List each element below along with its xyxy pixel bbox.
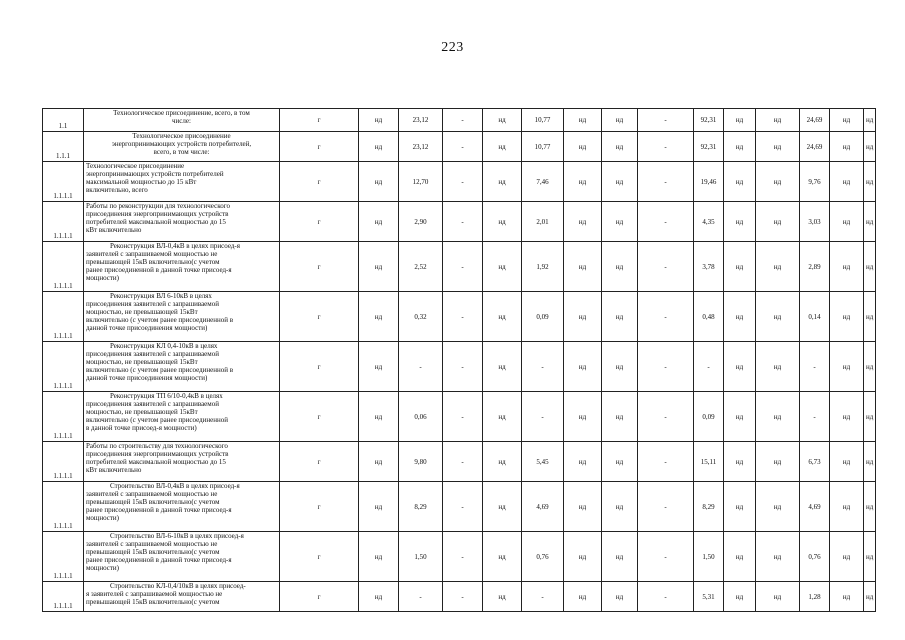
table-cell: нд: [359, 162, 399, 202]
table-cell: нд: [724, 242, 756, 292]
table-cell: -: [638, 342, 694, 392]
table-cell: -: [638, 162, 694, 202]
table-cell: нд: [756, 342, 800, 392]
table-cell: нд: [756, 109, 800, 132]
table-cell: нд: [359, 392, 399, 442]
table-cell: -: [443, 132, 483, 162]
table-cell: нд: [724, 132, 756, 162]
row-description: [84, 162, 280, 202]
table-cell: нд: [830, 442, 864, 482]
table-cell: -: [694, 342, 724, 392]
table-cell: -: [443, 292, 483, 342]
table-cell: 4,69: [522, 482, 564, 532]
table-cell: 1,50: [399, 532, 443, 582]
table-cell: нд: [724, 442, 756, 482]
table-cell: 2,90: [399, 202, 443, 242]
description-line: ранее присоединенной в данной точке присоед-я: [86, 506, 232, 514]
description-line: мощностью, не превышающей 15кВт: [86, 308, 198, 316]
table-cell: -: [399, 582, 443, 612]
table-cell: 8,29: [694, 482, 724, 532]
table-row: [43, 482, 876, 532]
table-cell: 6,73: [800, 442, 830, 482]
table-cell: 92,31: [694, 132, 724, 162]
table-cell: 24,69: [800, 132, 830, 162]
table-cell: нд: [756, 582, 800, 612]
table-cell: нд: [830, 482, 864, 532]
table-cell: нд: [864, 242, 876, 292]
table-cell: нд: [602, 202, 638, 242]
table-cell: нд: [830, 162, 864, 202]
table-cell: 19,46: [694, 162, 724, 202]
table-cell: нд: [359, 109, 399, 132]
table-cell: г: [280, 202, 359, 242]
table-cell: нд: [564, 109, 602, 132]
table-cell: 2,89: [800, 242, 830, 292]
table-cell: нд: [602, 292, 638, 342]
table-cell: -: [399, 342, 443, 392]
table-cell: -: [638, 292, 694, 342]
table-cell: нд: [864, 132, 876, 162]
table-row: [43, 202, 876, 242]
description-line: превышающей 15кВ включительно(с учетом: [86, 548, 220, 556]
description-line: Реконструкция ВЛ-0,4кВ в целях присоед-я: [110, 242, 240, 250]
table-cell: нд: [864, 109, 876, 132]
description-line: данной точке присоединения мощности): [86, 324, 208, 332]
description-line: включительно, всего: [86, 186, 148, 194]
table-cell: нд: [864, 342, 876, 392]
table-cell: нд: [602, 582, 638, 612]
table-cell: нд: [724, 109, 756, 132]
table-cell: нд: [602, 242, 638, 292]
table-cell: нд: [564, 342, 602, 392]
table-cell: нд: [359, 242, 399, 292]
table-cell: г: [280, 482, 359, 532]
table-cell: нд: [483, 109, 522, 132]
table-cell: -: [638, 582, 694, 612]
description-line: Технологическое присоединение: [132, 132, 231, 140]
description-line: Работы по строительству для технологического: [86, 442, 228, 450]
description-line: потребителей максимальной мощностью до 15: [86, 218, 226, 226]
table-cell: нд: [602, 532, 638, 582]
table-cell: нд: [483, 482, 522, 532]
table-cell: 9,80: [399, 442, 443, 482]
table-cell: 0,09: [694, 392, 724, 442]
row-code: 1.1.1.1: [43, 532, 84, 582]
table-cell: нд: [359, 292, 399, 342]
description-line: Работы по реконструкции для технологического: [86, 202, 230, 210]
table-cell: нд: [564, 442, 602, 482]
description-line: Реконструкция ВЛ 6-10кВ в целях: [110, 292, 212, 300]
table-cell: нд: [724, 292, 756, 342]
table-cell: нд: [602, 482, 638, 532]
table-cell: нд: [483, 442, 522, 482]
table-cell: нд: [830, 532, 864, 582]
description-line: заявителей с запрашиваемой мощностью не: [86, 490, 218, 498]
table-cell: -: [443, 342, 483, 392]
table-cell: нд: [359, 582, 399, 612]
page-number: 223: [441, 40, 464, 55]
table-cell: нд: [724, 532, 756, 582]
table-cell: нд: [564, 132, 602, 162]
table-cell: нд: [864, 482, 876, 532]
description-line: Реконструкция ТП 6/10-0,4кВ в целях: [110, 392, 223, 400]
table-cell: нд: [864, 532, 876, 582]
table-cell: нд: [756, 132, 800, 162]
row-description: [84, 342, 280, 392]
description-line: мощности): [86, 274, 119, 282]
table-cell: 4,69: [800, 482, 830, 532]
description-line: присоединения заявителей с запрашиваемой: [86, 350, 219, 358]
table-cell: нд: [864, 292, 876, 342]
table-row: [43, 292, 876, 342]
description-line: я заявителей с запрашиваемой мощностью не: [86, 590, 223, 598]
table-row: [43, 582, 876, 612]
table-cell: нд: [564, 482, 602, 532]
table-cell: -: [638, 132, 694, 162]
description-line: в данной точке присоед-я мощности): [86, 424, 197, 432]
table-cell: 5,31: [694, 582, 724, 612]
table-cell: -: [443, 532, 483, 582]
table-cell: 0,06: [399, 392, 443, 442]
table-cell: -: [638, 242, 694, 292]
table-cell: нд: [756, 202, 800, 242]
table-cell: -: [443, 109, 483, 132]
table-cell: г: [280, 442, 359, 482]
description-line: заявителей с запрашиваемой мощностью не: [86, 540, 218, 548]
table-cell: г: [280, 292, 359, 342]
table-cell: г: [280, 132, 359, 162]
table-cell: 2,52: [399, 242, 443, 292]
table-cell: нд: [483, 582, 522, 612]
table-cell: г: [280, 109, 359, 132]
table-row: [43, 132, 876, 162]
table-cell: нд: [483, 532, 522, 582]
table-row: [43, 342, 876, 392]
table-cell: нд: [359, 342, 399, 392]
row-description: [84, 482, 280, 532]
row-description: [84, 442, 280, 482]
row-description: [84, 392, 280, 442]
table-cell: -: [443, 202, 483, 242]
row-code: 1.1.1.1: [43, 162, 84, 202]
table-cell: нд: [830, 109, 864, 132]
table-cell: нд: [830, 292, 864, 342]
table-cell: нд: [756, 532, 800, 582]
row-code: 1.1.1.1: [43, 442, 84, 482]
table-cell: нд: [564, 292, 602, 342]
description-line: кВт включительно: [86, 226, 142, 234]
table-cell: 0,76: [800, 532, 830, 582]
table-cell: нд: [564, 202, 602, 242]
table-cell: -: [443, 442, 483, 482]
row-description: [84, 109, 280, 132]
description-line: Строительство ВЛ-0,4кВ в целях присоед-я: [110, 482, 240, 490]
table-cell: 5,45: [522, 442, 564, 482]
row-code: 1.1.1.1: [43, 342, 84, 392]
table-cell: 3,03: [800, 202, 830, 242]
row-description: [84, 532, 280, 582]
table-cell: нд: [724, 202, 756, 242]
table-cell: 24,69: [800, 109, 830, 132]
table-cell: -: [638, 392, 694, 442]
table-cell: нд: [564, 582, 602, 612]
table-cell: нд: [864, 442, 876, 482]
table-cell: -: [638, 532, 694, 582]
description-line: мощностью, не превышающей 15кВт: [86, 408, 198, 416]
description-line: числе:: [172, 117, 191, 125]
table-cell: -: [443, 242, 483, 292]
table-cell: нд: [359, 202, 399, 242]
table-cell: нд: [830, 242, 864, 292]
table-cell: -: [522, 342, 564, 392]
description-line: максимальной мощностью до 15 кВт: [86, 178, 197, 186]
description-line: включительно (с учетом ранее присоединенной в: [86, 366, 234, 374]
description-line: присоединения энергопринимающих устройств: [86, 210, 229, 218]
row-description: [84, 582, 280, 612]
table-cell: 3,78: [694, 242, 724, 292]
table-cell: нд: [724, 582, 756, 612]
table-cell: 4,35: [694, 202, 724, 242]
table-cell: -: [638, 202, 694, 242]
table-cell: нд: [756, 162, 800, 202]
description-line: присоединения заявителей с запрашиваемой: [86, 400, 219, 408]
row-description: [84, 202, 280, 242]
row-code: 1.1: [43, 109, 84, 132]
table-cell: нд: [483, 342, 522, 392]
table-cell: -: [800, 392, 830, 442]
table-cell: нд: [483, 292, 522, 342]
row-description: [84, 292, 280, 342]
description-line: мощностью, не превышающей 15кВт: [86, 358, 198, 366]
table-cell: 0,32: [399, 292, 443, 342]
table-cell: нд: [483, 392, 522, 442]
table-cell: 1,92: [522, 242, 564, 292]
description-line: превышающей 15кВ включительно(с учетом: [86, 498, 220, 506]
table-cell: -: [443, 162, 483, 202]
row-description: [84, 132, 280, 162]
table-cell: нд: [724, 392, 756, 442]
table-row: [43, 532, 876, 582]
description-line: превышающей 15кВ включительно(с учетом: [86, 598, 220, 606]
table-cell: -: [638, 442, 694, 482]
table-cell: нд: [483, 202, 522, 242]
table-cell: нд: [564, 242, 602, 292]
description-line: присоединения заявителей с запрашиваемой: [86, 300, 219, 308]
table-cell: нд: [359, 482, 399, 532]
table-cell: 0,48: [694, 292, 724, 342]
table-cell: нд: [602, 109, 638, 132]
description-line: энергопринимающих устройств потребителей,: [111, 140, 252, 148]
table-cell: 0,14: [800, 292, 830, 342]
table-cell: нд: [756, 392, 800, 442]
table-cell: нд: [483, 242, 522, 292]
table-cell: -: [443, 582, 483, 612]
row-code: 1.1.1.1: [43, 482, 84, 532]
table-cell: 15,11: [694, 442, 724, 482]
table-cell: 2,01: [522, 202, 564, 242]
table-cell: 7,46: [522, 162, 564, 202]
table-cell: нд: [756, 242, 800, 292]
table-cell: нд: [756, 292, 800, 342]
description-line: Технологическое присоединение, всего, в том: [113, 109, 250, 117]
table-cell: нд: [830, 582, 864, 612]
table-cell: 0,76: [522, 532, 564, 582]
table-cell: г: [280, 582, 359, 612]
row-code: 1.1.1.1: [43, 242, 84, 292]
table-row: [43, 242, 876, 292]
table-cell: нд: [602, 442, 638, 482]
table-cell: нд: [564, 162, 602, 202]
table-cell: нд: [864, 582, 876, 612]
table-cell: г: [280, 392, 359, 442]
table-cell: -: [522, 582, 564, 612]
row-code: 1.1.1.1: [43, 392, 84, 442]
table-cell: нд: [359, 532, 399, 582]
description-line: кВт включительно: [86, 466, 142, 474]
description-line: включительно (с учетом ранее присоединенной: [86, 416, 229, 424]
description-line: ранее присоединенной в данной точке присоед-я: [86, 556, 232, 564]
table-cell: нд: [864, 162, 876, 202]
description-line: Реконструкция КЛ 0,4-10кВ в целях: [110, 342, 218, 350]
table-cell: нд: [724, 482, 756, 532]
row-description: [84, 242, 280, 292]
description-line: заявителей с запрашиваемой мощностью не: [86, 250, 218, 258]
description-line: мощности): [86, 564, 119, 572]
description-line: энергопринимающих устройств потребителей: [86, 170, 224, 178]
row-code: 1.1.1.1: [43, 202, 84, 242]
row-code: 1.1.1.1: [43, 582, 84, 612]
table-cell: нд: [602, 392, 638, 442]
table-cell: 10,77: [522, 132, 564, 162]
table-cell: 1,28: [800, 582, 830, 612]
description-line: ранее присоединенной в данной точке присоед-я: [86, 266, 232, 274]
table-cell: -: [443, 392, 483, 442]
table-cell: нд: [830, 342, 864, 392]
description-line: данной точке присоединения мощности): [86, 374, 208, 382]
table-cell: 10,77: [522, 109, 564, 132]
table-row: [43, 109, 876, 132]
table-cell: -: [443, 482, 483, 532]
table-cell: -: [638, 482, 694, 532]
table-cell: нд: [830, 132, 864, 162]
table-cell: нд: [359, 132, 399, 162]
table-cell: нд: [564, 532, 602, 582]
description-line: присоединения энергопринимающих устройств: [86, 450, 229, 458]
table-cell: нд: [864, 392, 876, 442]
table-cell: 1,50: [694, 532, 724, 582]
table-cell: нд: [602, 132, 638, 162]
table-cell: нд: [483, 132, 522, 162]
table-cell: нд: [830, 392, 864, 442]
table-row: [43, 442, 876, 482]
table-cell: 9,76: [800, 162, 830, 202]
description-line: всего, в том числе:: [153, 148, 210, 156]
data-table: [42, 108, 876, 612]
table-cell: 8,29: [399, 482, 443, 532]
table-cell: -: [522, 392, 564, 442]
table-cell: 92,31: [694, 109, 724, 132]
table-cell: г: [280, 342, 359, 392]
row-code: 1.1.1.1: [43, 292, 84, 342]
description-line: Технологическое присоединение: [86, 162, 185, 170]
table-cell: нд: [483, 162, 522, 202]
table-cell: нд: [724, 162, 756, 202]
table-cell: г: [280, 162, 359, 202]
table-cell: 0,09: [522, 292, 564, 342]
table-cell: нд: [864, 202, 876, 242]
description-line: мощности): [86, 514, 119, 522]
table-cell: нд: [724, 342, 756, 392]
table-cell: нд: [756, 482, 800, 532]
table-cell: 12,70: [399, 162, 443, 202]
table-cell: нд: [602, 342, 638, 392]
table-cell: нд: [830, 202, 864, 242]
description-line: потребителей максимальной мощностью до 15: [86, 458, 226, 466]
table-cell: -: [800, 342, 830, 392]
description-line: включительно (с учетом ранее присоединенной в: [86, 316, 234, 324]
description-line: Строительство ВЛ-6-10кВ в целях присоед-я: [110, 532, 244, 540]
description-line: превышающей 15кВ включительно(с учетом: [86, 258, 220, 266]
description-line: Строительство КЛ-0,4/10кВ в целях присоед-: [110, 582, 246, 590]
table-cell: 23,12: [399, 109, 443, 132]
table-cell: г: [280, 242, 359, 292]
table-cell: нд: [564, 392, 602, 442]
table-cell: г: [280, 532, 359, 582]
row-code: 1.1.1: [43, 132, 84, 162]
table-cell: 23,12: [399, 132, 443, 162]
table-row: [43, 162, 876, 202]
table-cell: нд: [602, 162, 638, 202]
table-cell: нд: [756, 442, 800, 482]
table-row: [43, 392, 876, 442]
table-cell: нд: [359, 442, 399, 482]
table-cell: -: [638, 109, 694, 132]
